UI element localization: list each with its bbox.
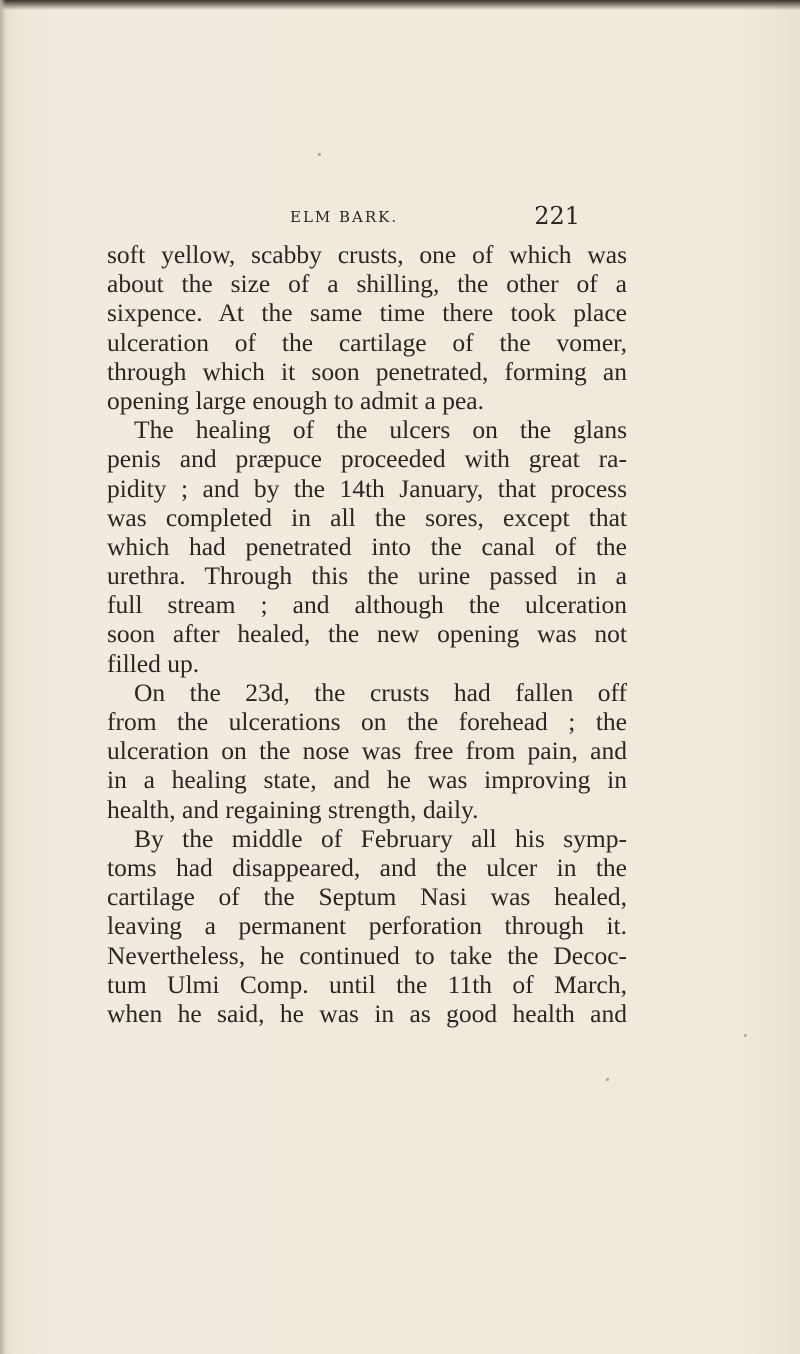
- text-line: By the middle of February all his symp-: [134, 823, 627, 853]
- paper-speck: [318, 153, 321, 156]
- text-line: opening large enough to admit a pea.: [107, 385, 484, 415]
- paper-speck: [606, 1078, 609, 1081]
- text-line: pidity ; and by the 14th January, that process: [107, 473, 627, 503]
- page-number: 221: [534, 202, 580, 230]
- text-line: soft yellow, scabby crusts, one of which was: [107, 240, 627, 269]
- text-line: ulceration on the nose was free from pain, and: [107, 736, 627, 766]
- text-line: toms had disappeared, and the ulcer in the: [107, 852, 627, 882]
- text-line: urethra. Through this the urine passed in a: [107, 561, 627, 591]
- page-gutter-shadow: [0, 0, 6, 1354]
- text-line: Nevertheless, he continued to take the Decoc-: [107, 940, 627, 970]
- page-top-shadow: [0, 0, 800, 10]
- text-line: ulceration of the cartilage of the vomer,: [107, 327, 627, 357]
- text-line: soon after healed, the new opening was not: [107, 619, 627, 649]
- text-line: through which it soon penetrated, forming an: [107, 356, 627, 386]
- text-line: was completed in all the sores, except that: [107, 502, 627, 532]
- text-line: filled up.: [107, 648, 200, 678]
- body-text: [107, 240, 627, 1028]
- text-line: cartilage of the Septum Nasi was healed,: [107, 882, 627, 912]
- text-line: which had penetrated into the canal of the: [107, 531, 627, 561]
- text-line: about the size of a shilling, the other of a: [107, 269, 627, 299]
- text-line: when he said, he was in as good health and: [107, 998, 627, 1028]
- text-line: tum Ulmi Comp. until the 11th of March,: [107, 969, 627, 999]
- text-line: leaving a permanent perforation through it.: [107, 911, 627, 941]
- text-line: health, and regaining strength, daily.: [107, 794, 479, 824]
- text-line: On the 23d, the crusts had fallen off: [134, 677, 627, 707]
- text-line: full stream ; and although the ulceration: [107, 590, 627, 620]
- text-line: from the ulcerations on the forehead ; the: [107, 707, 627, 736]
- running-head: [290, 202, 580, 232]
- text-line: in a healing state, and he was improving in: [107, 765, 627, 795]
- paper-speck: [744, 1034, 747, 1037]
- text-line: sixpence. At the same time there took place: [107, 298, 627, 328]
- text-line: The healing of the ulcers on the glans: [134, 415, 627, 445]
- running-head-title: ELM BARK.: [290, 208, 399, 226]
- text-line: penis and præpuce proceeded with great ra-: [107, 444, 627, 474]
